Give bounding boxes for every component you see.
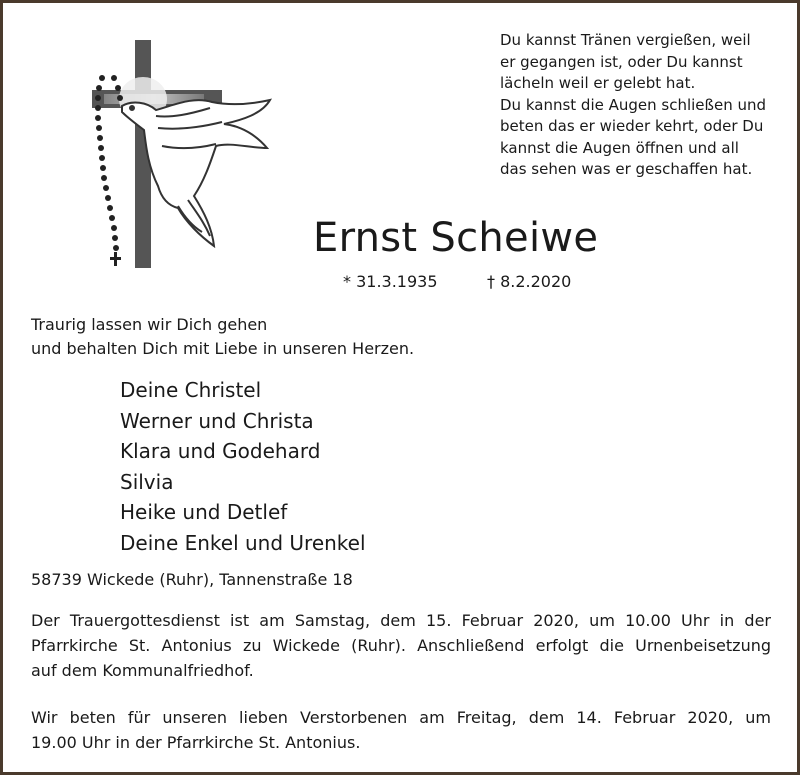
intro-line: Traurig lassen wir Dich gehen: [31, 315, 268, 334]
family-member: Klara und Godehard: [120, 439, 321, 464]
poem: [500, 30, 790, 181]
prayer-line: Wir beten für unseren lieben Verstorbenen am Freitag, dem 14. Februar 2020, um: [31, 708, 771, 727]
intro-text: [31, 313, 414, 361]
cross-dove-emblem: [92, 36, 274, 272]
family-member: Werner und Christa: [120, 408, 314, 433]
family-list: [120, 375, 366, 559]
poem-line: Du kannst Tränen vergießen, weil: [500, 31, 751, 49]
prayer-paragraph: [31, 705, 771, 755]
service-paragraph: [31, 608, 771, 683]
service-line: Der Trauergottesdienst ist am Samstag, dem 15. Februar 2020, um 10.00 Uhr in der: [31, 611, 771, 630]
address: 58739 Wickede (Ruhr), Tannenstraße 18: [31, 570, 353, 589]
poem-line: das sehen was er geschaffen hat.: [500, 160, 753, 178]
poem-line: er gegangen ist, oder Du kannst: [500, 52, 743, 71]
service-line: auf dem Kommunalfriedhof.: [31, 661, 254, 680]
service-line: Pfarrkirche St. Antonius zu Wickede (Ruhr). Anschließend erfolgt die Urnenbeisetzung: [31, 636, 771, 655]
death-date: † 8.2.2020: [487, 272, 572, 291]
poem-line: kannst die Augen öffnen und all: [500, 138, 739, 157]
intro-line: und behalten Dich mit Liebe in unseren Herzen.: [31, 339, 415, 358]
family-member: Heike und Detlef: [120, 500, 288, 525]
family-member: Silvia: [120, 469, 174, 494]
family-member: Deine Enkel und Urenkel: [120, 530, 366, 555]
birth-date: * 31.3.1935: [343, 272, 438, 291]
poem-line: beten das er wieder kehrt, oder Du: [500, 117, 764, 135]
poem-line: lächeln weil er gelebt hat.: [500, 74, 696, 92]
family-member: Deine Christel: [120, 378, 262, 402]
prayer-line: 19.00 Uhr in der Pfarrkirche St. Antonius.: [31, 733, 361, 752]
poem-line: Du kannst die Augen schließen und: [500, 95, 767, 114]
deceased-name: Ernst Scheiwe: [313, 215, 599, 261]
